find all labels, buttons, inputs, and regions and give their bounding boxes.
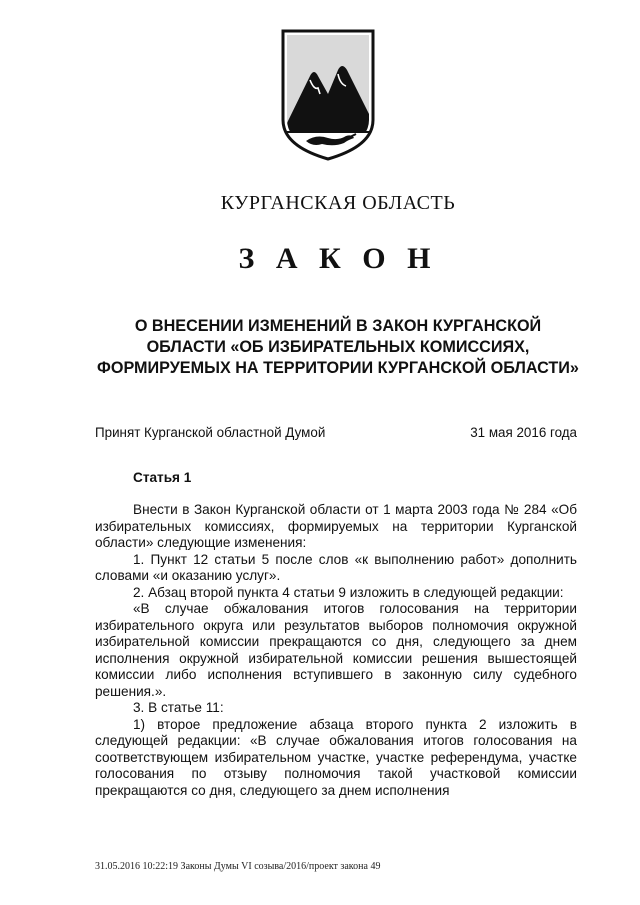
adopted-by: Принят Курганской областной Думой [95,425,326,440]
coat-of-arms-icon [280,28,376,162]
article-paragraph: Внести в Закон Курганской области от 1 марта 2003 года № 284 «Об избирательных комиссиях, формируемых на территории Курганской области» следующие изменения: [95,502,577,550]
article-heading: Статья 1 [133,470,192,485]
article-paragraph: 1) второе предложение абзаца второго пункта 2 изложить в следующей редакции: «В случае обжалования итогов голосования на соответствующем избирательном участке, участке референдума, участке голосования по отзыву полномочия такой участковой комиссии прекращаются со дня, следующего за днем исполнения [95,716,577,798]
article-paragraph: «В случае обжалования итогов голосования на территории избирательного округа или результатов выборов полномочия окружной избирательной комиссии прекращаются со дня, следующего за днем исполнения окружной избирательной комиссии решения вышестоящей комиссии либо исполнения вступившего в законную силу судебного решения.». [95,601,577,699]
article-paragraph: 3. В статье 11: [133,700,224,715]
region-heading: КУРГАНСКАЯ ОБЛАСТЬ [220,192,456,214]
footer-stamp: 31.05.2016 10:22:19 Законы Думы VI созыва/2016/проект закона 49 [95,861,381,872]
law-title: З А К О Н [238,242,438,275]
article-paragraph: 1. Пункт 12 статьи 5 после слов «к выполнению работ» дополнить словами «и оказанию услуг». [95,551,577,583]
article-body [95,502,577,799]
article-paragraph: 2. Абзац второй пункта 4 статьи 9 изложить в следующей редакции: [133,584,564,600]
adoption-line [95,425,577,445]
adoption-date: 31 мая 2016 года [470,425,577,440]
law-subject: О ВНЕСЕНИИ ИЗМЕНЕНИЙ В ЗАКОН КУРГАНСКОЙ ОБЛАСТИ «ОБ ИЗБИРАТЕЛЬНЫХ КОМИССИЯХ, ФОРМИРУЕМЫХ НА ТЕРРИТОРИИ КУРГАНСКОЙ ОБЛАСТИ» [97,317,579,377]
